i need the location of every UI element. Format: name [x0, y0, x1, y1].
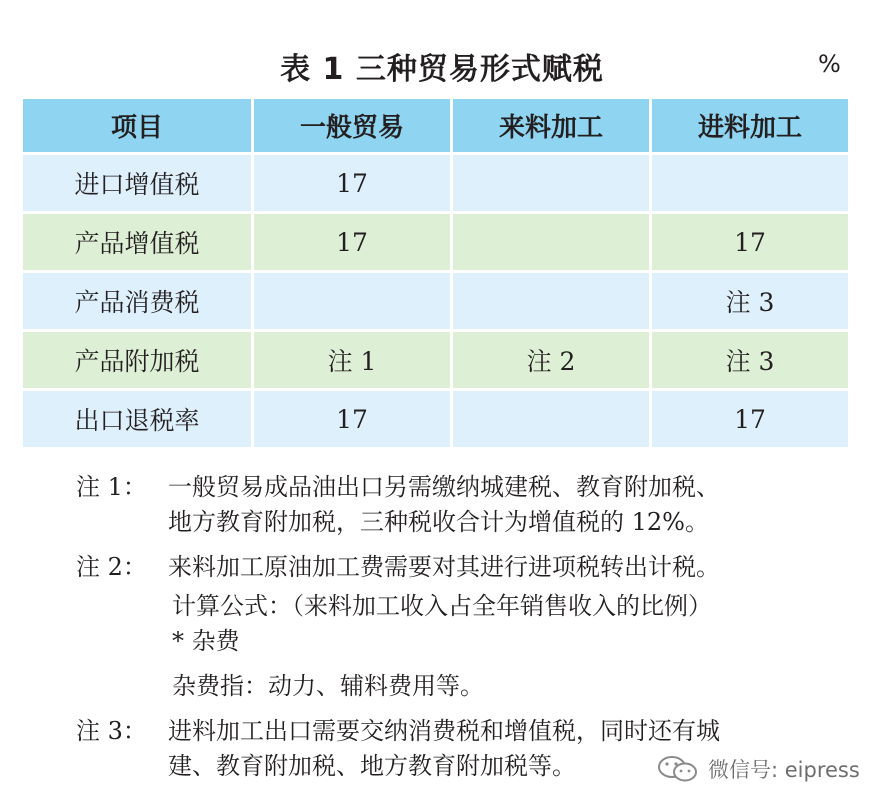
note-2-line: 来料加工原油加工费需要对其进行进项税转出计税。	[168, 553, 720, 581]
cell-processing-imported: 17	[652, 214, 848, 270]
row-label: 出口退税率	[23, 391, 251, 447]
table-row	[23, 155, 848, 211]
note-2-formula: 计算公式：（来料加工收入占全年销售收入的比例）	[172, 592, 712, 620]
unit-label: %	[818, 50, 841, 78]
cell-general: 17	[254, 155, 450, 211]
watermark-text: 微信号: eipress	[708, 758, 860, 782]
tax-table	[20, 96, 851, 450]
note-1-tag: 注 1：	[76, 473, 147, 501]
cell-general: 17	[254, 391, 450, 447]
header-processing-imported: 进料加工	[652, 99, 848, 152]
row-label: 产品消费税	[23, 273, 251, 329]
cell-general: 17	[254, 214, 450, 270]
cell-processing-supplied	[453, 155, 649, 211]
table-row	[23, 332, 848, 388]
cell-processing-supplied	[453, 273, 649, 329]
notes-section	[76, 470, 866, 784]
row-label: 产品增值税	[23, 214, 251, 270]
note-1-line: 一般贸易成品油出口另需缴纳城建税、教育附加税、	[168, 473, 720, 501]
watermark	[656, 754, 860, 784]
cell-processing-imported: 注 3	[652, 332, 848, 388]
cell-processing-imported	[652, 155, 848, 211]
cell-processing-imported: 17	[652, 391, 848, 447]
note-1-line: 地方教育附加税，三种税收合计为增值税的 12%。	[168, 508, 709, 536]
note-3-tag: 注 3：	[76, 717, 147, 745]
wechat-icon	[656, 754, 700, 784]
row-label: 产品附加税	[23, 332, 251, 388]
note-2	[76, 550, 866, 585]
header-general-trade: 一般贸易	[254, 99, 450, 152]
cell-general: 注 1	[254, 332, 450, 388]
cell-processing-supplied	[453, 214, 649, 270]
note-2-formula-cont: * 杂费	[172, 627, 240, 655]
row-label: 进口增值税	[23, 155, 251, 211]
table-row	[23, 273, 848, 329]
header-item: 项目	[23, 99, 251, 152]
note-3-line: 进料加工出口需要交纳消费税和增值税，同时还有城	[168, 717, 720, 745]
header-processing-supplied: 来料加工	[453, 99, 649, 152]
note-3-line: 建、教育附加税、地方教育附加税等。	[168, 752, 576, 780]
cell-processing-supplied: 注 2	[453, 332, 649, 388]
note-1	[76, 470, 866, 540]
cell-processing-imported: 注 3	[652, 273, 848, 329]
table-row	[23, 391, 848, 447]
cell-general	[254, 273, 450, 329]
cell-processing-supplied	[453, 391, 649, 447]
table-title: 表 1 三种贸易形式赋税	[280, 52, 604, 87]
table-header-row	[23, 99, 848, 152]
note-2-misc: 杂费指：动力、辅料费用等。	[172, 672, 484, 700]
table-row	[23, 214, 848, 270]
note-2-tag: 注 2：	[76, 553, 147, 581]
